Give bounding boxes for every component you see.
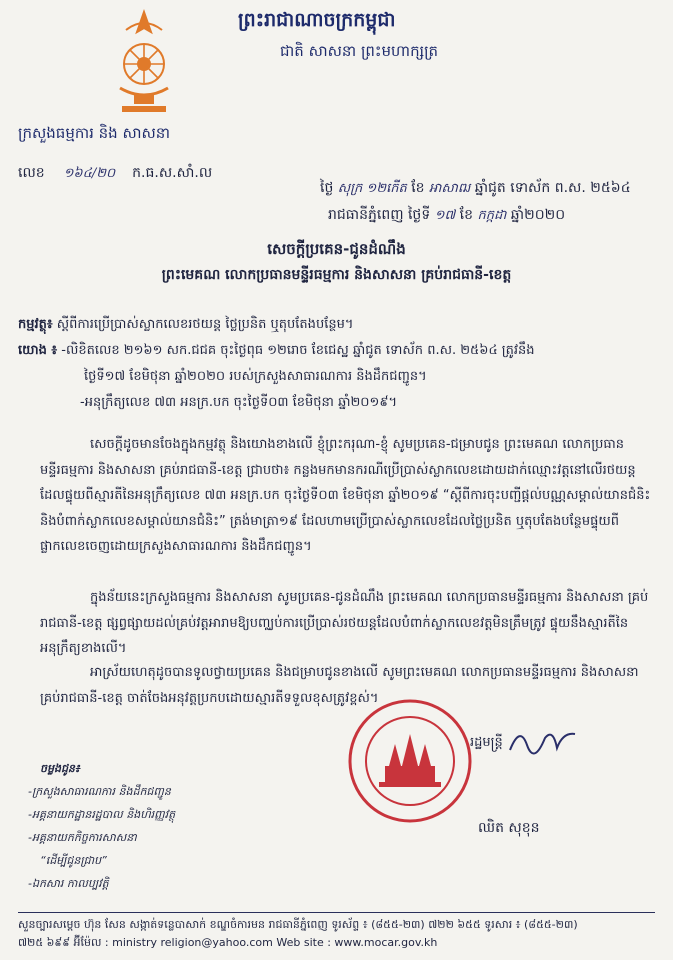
cc-item: “ដើម្បីជូនជ្រាប”	[40, 854, 107, 867]
footer-divider	[18, 912, 655, 913]
kingdom-title: ព្រះរាជាណាចក្រកម្ពុជា	[238, 9, 396, 31]
signatory-name: ឈិត សុខុន	[478, 820, 540, 836]
cc-item: -ឯកសារ កាលប្បវត្តិ	[28, 877, 109, 890]
signatory-title: រដ្ឋមន្ត្រី	[470, 735, 503, 750]
reference-label: យោង ៖	[18, 343, 58, 358]
cc-item: -អគ្គនាយកដ្ឋានរដ្ឋបាល និងហិរញ្ញវត្ថុ	[28, 808, 176, 821]
place-year: ឆ្នាំ២០២០	[510, 207, 566, 223]
reference-line-3: -អនុក្រឹត្យលេខ ៧៣ អនក្រ.បក ចុះថ្ងៃទី០៣ ខែមិថុនា ឆ្នាំ២០១៩។	[80, 395, 398, 410]
subject-line	[18, 312, 353, 337]
reference-line-2: ថ្ងៃទី១៧ ខែមិថុនា ឆ្នាំ២០២០ របស់ក្រសួងសាធារណការ និងដឹកជញ្ជូន។	[84, 369, 427, 384]
place-month-label: ខែ	[459, 207, 473, 223]
subject-label: កម្មវត្ថុ៖	[18, 317, 53, 332]
doc-number-suffix: ក.ធ.ស.សាំ.ល	[132, 165, 213, 181]
lunar-date-line	[320, 178, 631, 199]
doc-number-handwritten: ១៦៤/២០	[63, 166, 116, 181]
doc-number-prefix: លេខ	[18, 165, 45, 181]
official-seal-stamp-icon	[345, 696, 475, 826]
cc-item: -ក្រសួងសាធារណការ និងដឹកជញ្ជូន	[28, 785, 171, 798]
cc-item: -អគ្គនាយកកិច្ចការសាសនា	[28, 831, 137, 844]
ministry-name: ក្រសួងធម្មការ និង សាសនា	[18, 124, 171, 142]
place-day-handwritten: ១៧	[434, 208, 456, 223]
lunar-day-handwritten: សុក្រ ១២កើត	[337, 181, 407, 196]
reference-line-1	[18, 338, 535, 363]
body-paragraph-1: សេចក្តីដូចមានចែងក្នុងកម្មវត្ថុ និងយោងខាងលើ ខ្ញុំព្រះករុណា-ខ្ញុំ សូមប្រគេន-ជម្រាបជូន ព្រះមេគណ លោកប្រធានមន្ទីរធម្មការ និងសាសនា គ្រប់រាជធានី-ខេត្ត ជ្រាបថា៖ កន្លងមកមានករណីប្រើប្រាស់ស្លាកលេខដោយដាក់ឈ្មោះវត្តនៅលើរថយន្ត ដែលផ្ទុយពីស្មារតីនៃអនុក្រឹត្យលេខ ៧៣ អនក្រ.បក ចុះថ្ងៃទី០៣ ខែមិថុនា ឆ្នាំ២០១៩ “ស្តីពីការចុះបញ្ជីផ្តល់បណ្ណសម្គាល់យានជំនិះ និងបំពាក់ស្លាកលេខសម្គាល់យានជំនិះ” ត្រង់មាត្រា១៩ ដែលហាមប្រើប្រាស់ស្លាកលេខដែលថ្លៃប្រនិត ឬតុបតែងបន្ថែមផ្ទុយពីផ្លាកលេខចេញដោយក្រសួងសាធារណការ និងដឹកជញ្ជូន។	[40, 437, 651, 554]
body-paragraph-3: អាស្រ័យហេតុដូចបានទូលថ្វាយប្រគេន និងជម្រាបជូនខាងលើ សូមព្រះមេគណ លោកប្រធានមន្ទីរធម្មការ និងសាសនា គ្រប់រាជធានី-ខេត្ត ចាត់ចែងអនុវត្តប្រកបដោយស្មារតីទទួលខុសត្រូវខ្ពស់។	[40, 665, 639, 706]
cc-heading: ចម្លងជូន៖	[40, 762, 80, 775]
document-number	[18, 163, 212, 184]
handwritten-signature-icon	[505, 720, 585, 760]
letter-recipient: ព្រះមេគណ លោកប្រធានមន្ទីរធម្មការ និងសាសនា គ្រប់រាជធានី-ខេត្ត	[161, 267, 512, 283]
lunar-year-text: ឆ្នាំជូត ទោស័ក ព.ស. ២៥៦៤	[474, 180, 631, 196]
body-paragraph-2: ក្នុងន័យនេះក្រសួងធម្មការ និងសាសនា សូមប្រគេន-ជូនដំណឹង ព្រះមេគណ លោកប្រធានមន្ទីរធម្មការ និងសាសនា គ្រប់រាជធានី-ខេត្ត ផ្សព្វផ្សាយដល់គ្រប់វត្តអារាមឱ្យបញ្ឈប់ការប្រើប្រាស់រថយន្តដែលបំពាក់ស្លាកលេខវត្តមិនត្រឹមត្រូវ ផ្ទុយនឹងស្មារតីនៃអនុក្រឹត្យខាងលើ។	[40, 590, 649, 656]
national-motto: ជាតិ សាសនា ព្រះមហាក្សត្រ	[280, 42, 439, 60]
place-date-prefix: រាជធានីភ្នំពេញ ថ្ងៃទី	[328, 207, 431, 223]
reference-text-1: -លិខិតលេខ ២១៦១ សក.ជជគ ចុះថ្ងៃពុធ ១២រោច ខែជេស្ឋ ឆ្នាំជូត ទោស័ក ព.ស. ២៥៦៤ ត្រូវនឹង	[61, 343, 535, 358]
subject-text: ស្តីពីការប្រើប្រាស់ស្លាកលេខរថយន្ត ថ្លៃប្រនិត ឬតុបតែងបន្ថែម។	[56, 317, 354, 332]
footer-address-line-1: សួនច្បារសម្តេច ហ៊ុន សែន សង្កាត់ទន្លេបាសាក់ ខណ្ឌចំការមន រាជធានីភ្នំពេញ ទូរស័ព្ទ ៖ (៨៥៥-២៣) ៧២២ ៦៥៥ ទូរសារ ៖ (៨៥៥-២៣)	[18, 918, 578, 931]
lunar-month-label: ខែ	[411, 180, 425, 196]
lunar-month-handwritten: អាសាឍ	[429, 181, 471, 196]
letter-title: សេចក្តីប្រគេន-ជូនដំណឹង	[267, 240, 406, 258]
ministry-emblem-icon	[104, 6, 184, 118]
date-day-prefix: ថ្ងៃ	[320, 180, 334, 196]
footer-address-line-2: ៧២៥ ៦៩៩ អ៊ីម៉ែល : ministry religion@yahoo.com Web site : www.mocar.gov.kh	[18, 936, 438, 949]
place-date-line	[328, 205, 565, 226]
place-month-handwritten: កក្កដា	[477, 208, 507, 223]
